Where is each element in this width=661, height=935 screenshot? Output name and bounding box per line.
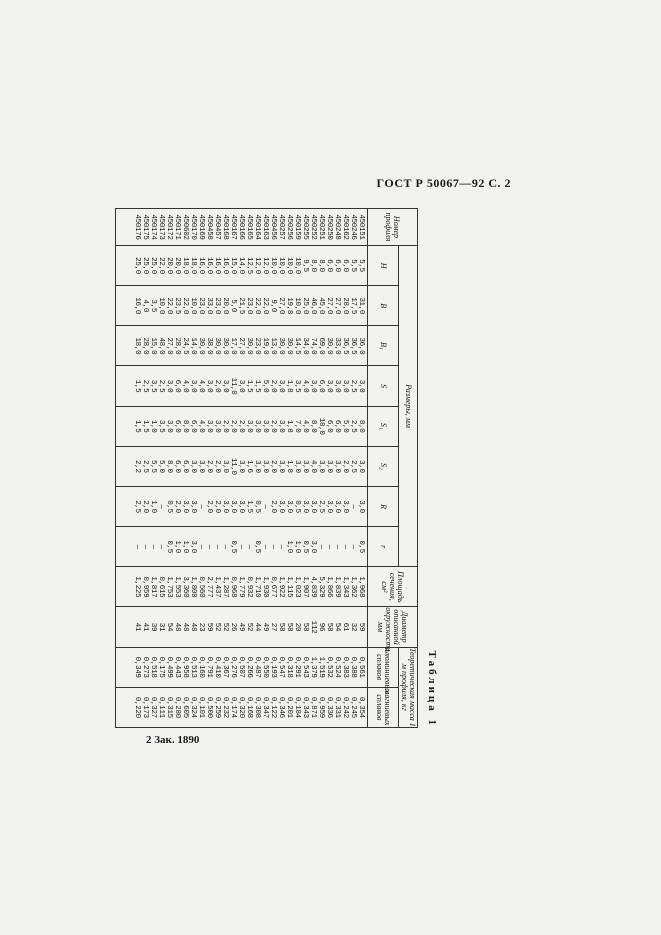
- col-header-mass: Теоретическая масса 1 м профиля, кг: [400, 647, 417, 727]
- col-B1: 36,0 36,5 36,5 33,0 30,0 69,0 74,0 34,0 14,5 30,0 30,0 13,0 19,0 23,0 30,0 27,0 17,0 30,0 30,0 38,0 30,0 14,0 24,5 28,0 27,0 48,0 15,0 28,0 18,0: [116, 326, 368, 366]
- col-header-R: R: [368, 486, 399, 526]
- col-header-S2: S₂: [368, 446, 399, 486]
- table-caption: Таблица 1: [426, 650, 438, 728]
- col-header-mass-aluminium: алюминиевых сплавов: [368, 647, 399, 687]
- col-R: 3,0 — 3,0 3,0 3,0 2,5 3,0 3,0 0,5 3,0 3,0 2,0 — 0,5 1,5 3,0 3,0 3,0 2,0 2,0 — 3,0 3,0 2,0 0,5 — 1,0 2,0 2,5: [116, 486, 368, 526]
- col-r: 0,5 — — — — — 3,0 0,5 1,0 1,0 — — — 0,5 — — 0,5 — — — — 3,0 1,0 1,0 0,5 — — — —: [116, 527, 368, 567]
- col-header-B1: B₁: [368, 326, 399, 366]
- col-area: 1,968 1,362 1,343 1,839 1,866 5,329 4,839 1,907 1,023 1,115 1,922 0,677 1,930 1,710 0,932 1,779 0,968 1,287 1,437 2,777 0,560 1,800 3,360 1,553 1,753 0,615 1,817 0,959 1,225: [116, 567, 368, 607]
- col-header-H: H: [368, 246, 399, 286]
- col-header-S: S: [368, 366, 399, 406]
- col-header-profile-no: Номер профиля: [368, 209, 418, 246]
- col-mass-aluminium: 0,561 0,388 0,383 0,524 0,532 1,519 1,379 0,543 0,291 0,318 0,547 0,193 0,550 0,487 0,266 0,507 0,276 0,367 0,410 0,791 0,160 0,513 0,958 0,443 0,499 0,175 0,518 0,273 0,349: [116, 647, 368, 687]
- rotated-table-block: [133, 208, 438, 728]
- col-S2: 3,0 2,5 2,0 3,0 3,0 3,0 4,0 3,0 3,0 1,8 3,0 2,0 3,0 3,0 1,6 3,0 11,0 3,0 2,0 2,0 3,0 3,0 6,0 6,0 8,0 5,0 5,5 2,5 2,2: [116, 446, 368, 486]
- col-S: 3,0 2,5 3,0 3,0 3,0 6,0 3,0 4,0 3,5 1,8 3,0 2,0 5,0 1,5 1,5 3,0 11,0 3,0 2,0 3,0 4,0 3,0 4,0 6,0 3,0 2,5 3,5 2,5 1,5: [116, 366, 368, 406]
- col-B: 31,0 17,5 28,0 27,0 27,0 45,0 46,0 25,0 10,0 19,8 27,0 9,0 22,0 22,0 23,0 21,5 5,0 20,0 23,0 33,0 23,0 10,0 22,0 23,5 22,0 10,0 3,5 4,0 16,0: [116, 286, 368, 326]
- page-footer: 2 Зак. 1890: [146, 734, 200, 746]
- col-S1: 8,0 2,5 5,0 6,0 6,0 18,0 8,0 4,0 7,0 1,8 3,0 2,0 3,0 3,0 3,0 2,0 2,0 2,0 3,0 3,0 4,0 6,0 8,0 6,0 3,0 3,5 1,0 1,5 1,5: [116, 406, 368, 446]
- col-header-B: B: [368, 286, 399, 326]
- col-profile-no: 450151 450246 450162 450248 450250 450251 450252 450255 450159 450256 450257 450456 450163 450164 450165 450166 450167 450168 450457 450458 450169 450170 450602 450171 450172 450173 450174 450175 450176: [116, 209, 368, 246]
- col-H: 5,5 5,5 6,0 6,0 6,0 8,0 8,0 9,5 10,0 10,0 10,0 10,0 12,0 12,0 12,5 14,0 15,0 16,0 16,0 16,0 16,0 18,0 18,0 20,0 20,0 22,0 25,0 25,0 25,0: [116, 246, 368, 286]
- profile-table: [115, 208, 418, 728]
- document-header: ГОСТ Р 50067—92 С. 2: [376, 176, 511, 190]
- col-mass-magnesium: 0,354 0,245 0,242 0,331 0,336 0,959 0,871 0,343 0,184 0,201 0,346 0,122 0,347 0,308 0,168 0,320 0,174 0,232 0,259 0,500 0,101 0,324 0,605 0,280 0,315 0,111 0,327 0,173 0,220: [116, 687, 368, 727]
- col-header-mass-magnesium: магниевых сплавов: [368, 687, 399, 727]
- table-body-row: [116, 209, 368, 728]
- col-header-S1: S₁: [368, 406, 399, 446]
- col-header-r: r: [368, 527, 399, 567]
- col-header-area: Площадь сечения, см²: [368, 567, 418, 607]
- col-header-diameter: Диаметр описанной окружности, мм: [368, 607, 418, 647]
- col-diameter: 59 32 61 54 58 96 112 58 20 58 58 27 49 44 52 49 26 52 52 59 23 48 48 48 54 31 39 41 41: [116, 607, 368, 647]
- col-header-dimensions: Размеры, мм: [399, 246, 418, 567]
